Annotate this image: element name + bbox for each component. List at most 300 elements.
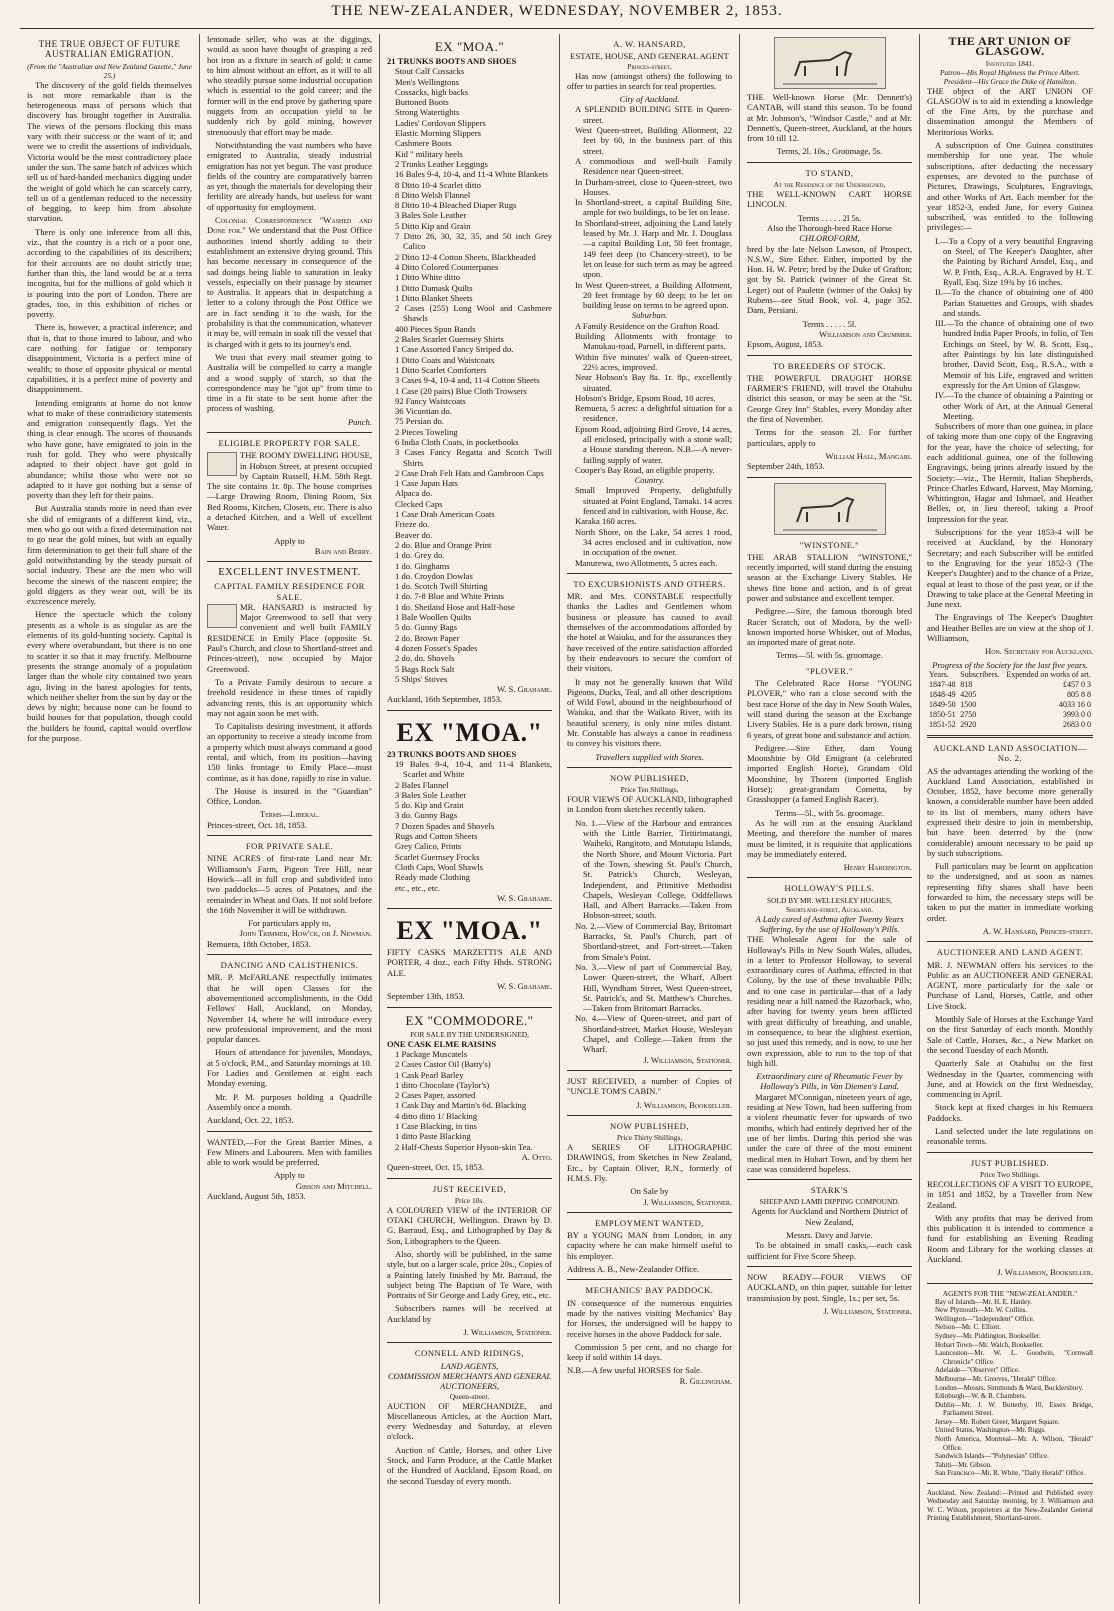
agent-item: Hobart Town—Mr. Walch, Bookseller. [935, 1340, 1044, 1349]
agent-item: Jersey—Mr. Robert Greer, Margaret Square. [935, 1417, 1060, 1426]
list-item: 1 do. Ginghams [395, 560, 450, 571]
article-paragraph: Notwithstanding the vast numbers who have emigrated to Australia, steady industrial emigration has not yet begun. The vast produce fields of the country are comparatively barren as yet, though the materials for developing their fertility are already hands, but useless for want of opportunity for employment. [207, 139, 372, 212]
divider [567, 767, 732, 768]
list-item: 2 Half-Chests Superior Hyson-skin Tea. [395, 1141, 533, 1152]
ad-body: Subscribers of more than one guinea, in place of taking more than one copy of the Engraving for the year, have the choice of selecting, for each additional guinea, one of the following Engravings, being prints already issued by the Society:—viz., The Hermit, Italian Shepherds, Prince Charles Edward, Harvest, May Morning, Whittington, Hagar and Ishmael, and Heather Belles, or, in lieu thereof, taking a Proof Impression for the year. [927, 421, 1093, 524]
section-title: Country. [634, 475, 665, 486]
list-item: 2 Trunks Leather Leggings [395, 158, 488, 169]
ad-body: Subscribers names will be received at Auckland by [387, 1303, 552, 1324]
ad-body: Commission 5 per cent, and no charge for keep if sold within 14 days. [567, 1341, 732, 1363]
article-paragraph: We understand that the Post Office authorities intend shortly adding to their establishment an extensive drying ground. This has become necessary in consequence of the sad doings being liable to saturation in leaky vessels, especially on their passage by steamer to Australia. It appears that in despatching a letter to a colony through the Post Office we are in fact sending it to the wash, for the probability is that the communication, whatever it may be, will remain in soak till the vessel that is charged with it gets to its journey's end. [207, 225, 373, 349]
divider [387, 1342, 552, 1343]
list-item: 1 Case Blacking, in tins [395, 1121, 477, 1132]
ad-body: Subscriptions for the year 1853-4 will be received at Auckland, by the Honorary Secretary; and each Subscriber will be entitled to the Engraving for the year 1852-3 (The Keeper's Daughter) and to the chance of a Prize, equal at least to those of the past year, or if the Drawing to take place at the General Meeting in June next. [927, 527, 1093, 610]
agent-item: Nelson—Mr. C. Elliott. [935, 1323, 1001, 1332]
ad-body: MR. HANSARD is instructed by Major Greenwood to sell that very convenient and well built FAMILY RESIDENCE in Emily Place (opposite St. Paul's Church, and close to Shortland-street and Princes-street), now occupied by Major Greenwood. [207, 601, 372, 674]
list-item: 2 do. Blue and Orange Print [395, 539, 492, 550]
list-item: 1 ditto Chocolate (Taylor's) [395, 1079, 490, 1090]
ad-title: JUST PUBLISHED. [970, 1157, 1050, 1168]
ad-subtitle: SOLD BY MR. WELLESLEY HUGHES, [767, 895, 892, 905]
list-item: 1 Cask Day and Martin's 6d. Blacking [395, 1100, 527, 1111]
ad-apply: For particulars apply to, [248, 918, 331, 929]
list-item: North Shore, on the Lake, 54 acres 1 rood, 34 acres enclosed and in cultivation, now in occupation of the owner. [575, 526, 732, 558]
ad-subtitle: A Lady cured of Asthma after Twenty Years Suffering, by the use of Holloway's Pills. [755, 913, 904, 934]
ad-body: THE object of the ART UNION OF GLASGOW is to aid in extending a knowledge of the Fine Arts, by the purchase and dissemination amongst the Members of Meritorious Works. [927, 85, 1093, 137]
table-row [927, 720, 1093, 730]
ad-signature: A. Otto. [521, 1151, 552, 1162]
list-item: Elastic Morning Slippers [395, 128, 481, 139]
ad-body: BY a YOUNG MAN from London, in any capacity where he can make himself useful to his employer. [567, 1230, 732, 1261]
divider [747, 355, 912, 356]
table-header-row [927, 670, 1093, 680]
progress-table [927, 670, 1093, 730]
list-item: 1 Ditto Damask Quilts [395, 282, 473, 293]
ad-subtitle: FOR SALE BY THE UNDERSIGNED, [410, 1029, 529, 1039]
article-paragraph: We trust that every mail steamer going to Australia will be compelled to carry a mangle and a wood supply of starch, so that the correspondence may be "got up" from time to time in a fit state to be sent home after the process of washing. [207, 351, 372, 414]
list-item: 5 do. Kip and Grain [395, 800, 464, 811]
list-item: 1 Case Assorted Fancy Striped do. [395, 344, 514, 355]
column-5 [740, 34, 920, 1604]
list-item: Grey Calico, Prints [395, 841, 462, 852]
ad-body: bred by the late Nelson Lawson, of Prospect, N.S.W., Sire Ether. Either, imported by the Hon. H. W. Petre; bred by the Duke of Grafton; got by St. Patrick (winner of the Great St. Leger) out of Paulette (winner of the Oaks) by Rubens—see Stud Book, vol. 4, page 352. Dam, Persiani. [747, 243, 912, 316]
ad-address: Address A. B., New-Zealander Office. [567, 1264, 700, 1275]
ad-terms: Terms—5l. with 5s. groomage. [776, 650, 883, 661]
table-cell: 1850-51 [929, 709, 956, 719]
ad-title: STARK'S [810, 1185, 849, 1196]
list-item: II.—To the chance of obtaining one of 400 Parian Statuettes and Groups, with shades and stands. [935, 287, 1093, 318]
list-item: In Durham-street, close to Queen-street, two Houses. [575, 176, 732, 197]
ad-terms: Terms . . . . . 5l. [802, 318, 857, 329]
list-item: III.—To the chance of obtaining one of two hundred India Paper Proofs, in folio, of Ten Etchings on Steel, by W. B. Scott, Esq., after Paintings by his late distinguished brother, David Scott, Esq., R.S.A., with a Memoir of his Life, engraved and written expressly for the Art Union of Glasgow. [935, 318, 1093, 390]
list-item: Ladies' Cordovan Slippers [395, 117, 486, 128]
table-cell: 2920 [960, 719, 977, 729]
article-paragraph: Intending emigrants at home do not know what to make of these contradictory statements and emigration consequently flags. Yet the thing is clear enough. The scores of thousands who have gone, have emigrated to join in the rush for gold. They who were physically adapted to their object have got gold in abundance; whilst those who were not so adapted to it have got nothing but a sense of poverty than they left for their pains. [27, 397, 192, 501]
ad-signature: Henry Hardington. [843, 862, 912, 873]
ad-subtitle: CHLOROFORM, [799, 233, 860, 244]
list-item: Cossacks, high backs [395, 86, 469, 97]
list-item: No. 4.—View of Queen-street, and part of Shortland-street, Market House, Wesleyan Chapel, and College.—Taken from the Wharf. [575, 1013, 732, 1055]
ad-title: DANCING AND CALISTHENICS. [220, 960, 359, 971]
divider [387, 908, 552, 909]
ad-body: Hours of attendance for juveniles, Mondays, at 5 o'clock, P.M., and Saturday mornings at 10. For Ladies and Gentlemen at eight each Monday evening. [207, 1047, 372, 1089]
ad-body: THE Well-known Horse (Mr. Dennett's) CANTAB, will stand this season. To be found at Mr. Johnson's, "Windsor Castle," and at Mr. Dennett's, Queen-street, Auckland, at the hours from 10 till 12. [747, 92, 912, 144]
list-item: West Queen-street, Building Allotment, 22 feet by 60, in the business part of this street. [575, 125, 732, 156]
list-item: Small Improved Property, delightfully situated at Point England, Tamaki. 14 acres fenced and in cultivation, with House, &c. [575, 485, 732, 517]
list-item: 7 Dozen Spades and Shovels [395, 820, 495, 831]
ad-body: As he will run at the ensuing Auckland Meeting, and therefore the number of mares must be limited, it is requisite that applications may be immediately entered. [747, 817, 912, 859]
ad-body: MR. J. NEWMAN offers his services to the Public as an AUCTIONEER AND GENERAL AGENT, more particularly for the sale or Purchase of Land, Horses, Cattle, and other Live Stock. [927, 959, 1093, 1011]
list-item: In Shortland-street, a capital Building Site, ample for two buildings, to be let on lease. [575, 197, 732, 218]
list-item: Clecked Caps [395, 498, 443, 509]
ad-subtitle: Instituted 1841. [985, 58, 1035, 68]
ad-body: MR. P. McFARLANE respectfully intimates that he will open Classes for the abovementioned accomplishments, in the Odd Fellows' Hall, Auckland, on Monday, November 14, where he will introduce every new professional improvement, and the most popular dances. [207, 972, 372, 1045]
house-icon [207, 604, 237, 628]
article-paragraph: Hence the spectacle which the colony presents as a whole is as singular as are the elements of its gold-hunting society. Capital is every where overabundant, but there is no one to scatter it so that it may fructify. Melbourne presents the strange anomaly of a population larger than the whole city contained two years ago, living in the barest apologies for tents, which neither shelter from the sun by day or the dews by night; because none can be found to build houses for that population, though could the builders be found, capital would overflow for the purpose. [27, 609, 192, 743]
ad-body: RECOLLECTIONS OF A VISIT TO EUROPE, in 1851 and 1852, by a Traveller from New Zealand. [927, 1178, 1093, 1210]
item-list [567, 485, 732, 567]
ad-date: September 24th, 1853. [747, 461, 825, 472]
ad-signature: J. Williamson, Bookseller. [997, 1267, 1093, 1278]
ad-body: To Capitalists desiring investment, it affords an opportunity to receive a steady income from a property which must always command a good rental, and which, from its position—having 150 links frontage to Emily Place—must continue, as it has done, rapidly to rise in value. [207, 721, 372, 783]
ad-terms: Terms—5l., with 5s. groomage. [775, 807, 884, 818]
ad-body: THE ROOMY DWELLING HOUSE, in Hobson Street, at present occupied by Captain Russell, H.M. 58th Regt. The site contains 1r. 8p. The house comprises—Large Drawing Room, Dining Room, Six Bed Rooms, Kitchen, Closets, etc. There is also a detached Kitchen, and a Well of excellent Water. [207, 450, 372, 533]
colonial-title: Colonial Correspondence "Washed and Done for." [207, 215, 372, 236]
ad-apply: Apply to [274, 535, 305, 546]
list-item: 1 do. 7-8 Blue and White Prints [395, 591, 504, 602]
table-cell: 1848-49 [929, 689, 956, 699]
list-item: Rugs and Cotton Sheets [395, 831, 478, 842]
list-item: 8 Ditto Welsh Flannel [395, 189, 471, 200]
ad-body: Also, shortly will be published, in the same style, but on a larger scale, price 20s., Copies of a Painting lately finished by Mr. Barraud, the subject being The Baptism of Te Ware, with Portraits of Sir George and Lady Grey, etc., etc. [387, 1248, 552, 1301]
section-title: Suburban. [631, 310, 668, 321]
ad-body: THE WELL-KNOWN CART HORSE LINCOLN. [747, 189, 912, 210]
ad-subtitle: LAND AGENTS, [440, 1360, 499, 1371]
ad-body: AS the advantages attending the working of the Auckland Land Association, established in October, 1852, have become more generally known, a considerable number have been added to its list of members, many others have expressed their desire to join in membership, but have been deterred by the (now considerable) amount necessary to be paid up by such subscriptions. [927, 765, 1093, 858]
list-item: 5 Ditto Kip and Grain [395, 220, 471, 231]
ad-body: The Engravings of The Keeper's Daughter and Heather Belles are on view at the shop of J. Williamson, [927, 612, 1093, 644]
list-item: 1 Case Drab American Coats [395, 509, 495, 520]
list-item: 7 Ditto 26, 30, 32, 35, and 50 inch Grey Calico [395, 231, 552, 252]
list-item: Men's Wellingtons [395, 76, 459, 87]
divider [207, 432, 372, 433]
ad-title: FOR PRIVATE SALE. [245, 841, 334, 852]
ad-body: To a Private Family desirous to secure a freehold residence in these times of rapidly advancing rents, this is an opportunity which may not again soon be met with. [207, 676, 372, 718]
list-item: 2 Ditto 12-4 Cotton Sheets, Blackheaded [395, 251, 536, 262]
table-cell: 1849-50 [929, 699, 956, 709]
ad-body: Auction of Cattle, Horses, and other Live Stock, and Farm Produce, at the Cattle Market of the Hundred of Auckland, Epsom Road, on the second Tuesday of every month. [387, 1444, 552, 1486]
ad-body: A subscription of One Guinea constitutes membership for one year. The whole subscriptions, after deducting the necessary expenses, are devoted to the purchase of Pictures, Drawings, Sculptures, Engravings, and other Works of Art. Each member for the year 1852-3, ended June, for every Guinea subscribed, was entitled to the following privileges:— [927, 140, 1093, 233]
list-item: 2 Cases Castor Oil (Batty's) [395, 1059, 491, 1070]
divider [927, 1152, 1093, 1153]
list-item: In Shortland-street, adjoining the Land lately leased by Mr. J. Harp and Mr. J. Douglass—a capital Building Lot, 50 feet frontage, 149 feet deep (to Chancery-street), to be let on lease for such term as may be agreed upon. [575, 217, 732, 280]
ad-title: A. W. HANSARD, [613, 39, 686, 49]
ad-title: MECHANICS' BAY PADDOCK. [585, 1285, 714, 1296]
ad-signature: John Trimmer, How'ck, or J. Newman. [239, 928, 372, 939]
ad-title: EX "MOA." [434, 39, 505, 54]
list-item: 5 Bags Rock Salt [395, 663, 455, 674]
ad-body: IN consequence of the numerous enquiries made by the natives visiting Mechanics' Bay for Horses, the undersigned will be happy to receive horses in the above Paddock for sale. [567, 1297, 732, 1339]
list-item: Epsom Road, adjoining Bird Grove, 14 acres, all enclosed, principally with a stone wall; a House standing thereon. N.B.—A never-failing supply of water. [575, 423, 732, 465]
list-item: 92 Fancy Waistcoats [395, 395, 466, 406]
list-item: 6 India Cloth Coats, in pocketbooks [395, 436, 519, 447]
ad-body: Land selected under the late regulations on reasonable terms. [927, 1126, 1093, 1147]
ad-title: NOW PUBLISHED, [610, 772, 689, 783]
ad-title: AUCTIONEER AND LAND AGENT. [936, 947, 1084, 958]
masthead: THE NEW-ZEALANDER, WEDNESDAY, NOVEMBER 2, 1853. [331, 3, 783, 19]
ad-body: Margaret M'Connigan, nineteen years of age, residing at New Town, had been suffering from a violent rheumatic fever for upwards of two months, which had entirely deprived her of the use of her limbs. During this period she was under the care of three of the most eminent medical men in Hobart Town, and by them her case was considered hopeless. [747, 1091, 912, 1174]
list-item: 2 Bales Flannel [395, 779, 449, 790]
ad-subtitle: ESTATE, HOUSE, AND GENERAL AGENT [570, 51, 729, 62]
ad-terms: Terms . . . . . 2l 5s. [797, 212, 862, 223]
ad-signature: J. Williamson, Stationer. [823, 1305, 912, 1316]
ad-price: Price 10s. [454, 1195, 485, 1205]
list-item: 2 do. Brown Paper [395, 632, 460, 643]
ad-body: THE Wholesale Agent for the sale of Holloway's Pills in New South Wales, alludes, in a letter to Professor Holloway, to several extraordinary cures of Asthma, effected in that Colony, by the use of these invaluable Pills; and to one case in particular—that of a lady residing near a hill named the Razorback, who, after having for twenty years been afflicted with great difficulty of breathing, and unable, in consequence, to bear the slightest exertion, so just used this remedy, and is now, to use her own expression, able to run to the top of that high hill. [747, 934, 912, 1068]
ad-body: MR. and Mrs. CONSTABLE respectfully thanks the Ladies and Gentlemen whom business or pleasure has caused to avail themselves of the accommodations afforded by the hotel at Waiuku, and for the assurances they have received of the entire satisfaction afforded by their endeavours to secure the comfort of their visitors. [567, 591, 732, 674]
list-item: 1 do. Croydon Dowlas [395, 570, 473, 581]
ad-title: EX "MOA." [396, 916, 543, 946]
ad-body: It may not be generally known that Wild Pigeons, Ducks, Teal, and all other descriptions of Wild Fowl, abound in the neighbourhood of Waiuku, and that the Waikato River, with its beautiful scenery, is only nine miles distant. Mr. Constable has always a canoe in readiness to convey his visitors there. [567, 676, 732, 749]
ad-title: TO EXCURSIONISTS AND OTHERS. [573, 578, 726, 589]
ad-terms: Terms—Liberal. [259, 809, 320, 820]
ad-subtitle: Shortland-street, Auckland. [785, 904, 874, 914]
ad-body: THE ARAB STALLION "WINSTONE," recently imported, will stand during the ensuing season at the Exchange Livery Stables. He shews fine bone and action, and is of great power and substance and excellent temper. [747, 551, 912, 603]
list-item: Beaver do. [395, 529, 433, 540]
divider [207, 1131, 372, 1132]
list-item: A SPLENDID BUILDING SITE in Queen-street. [575, 104, 732, 125]
ad-terms: Terms, 2l. 10s.; Groomage, 5s. [776, 146, 883, 157]
article-paragraph: But Australia stands more in need than ever she did of emigrants of a different kind, viz., men who go out with a fixed determination not to go near the gold mines, but with an equally firm determination to get their full share of the gold notwithstanding by the steady pursuit of social industry. These are the men who will become the sinews of the nascent empire; the gold diggers as they wear out, will be its excrescence merely. [27, 503, 192, 607]
ad-subtitle: Patron—His Royal Highness the Prince Albert. [940, 67, 1080, 77]
ad-date: September 13th, 1853. [387, 991, 465, 1002]
table-cell: 1500 [960, 699, 977, 709]
ad-price: Price Thirty Shillings, [616, 1133, 683, 1143]
list-item: A commodious and well-built Family Residence near Queen-street. [575, 155, 732, 177]
divider [927, 1283, 1093, 1284]
table-row [927, 710, 1093, 720]
ad-agents: Messrs. Davy and Jarvie. [786, 1230, 873, 1241]
divider [927, 1483, 1093, 1484]
ad-title: TO STAND, [805, 167, 854, 178]
ad-date: Epsom, August, 1853. [747, 339, 824, 350]
ad-signature: W. S. Grahame. [496, 981, 552, 992]
ad-subtitle: SHEEP AND LAMB DIPPING COMPOUND. [759, 1197, 900, 1207]
list-item: 5 Ships' Stoves [395, 673, 448, 684]
list-item: Scarlet Guernsey Frocks [395, 851, 480, 862]
ad-body: A SERIES OF LITHOGRAPHIC DRAWINGS, from Sketches in New Zealand, Etc., by Captain Oliver, R.N., formerly of H.M.S. Fly. [567, 1142, 732, 1183]
item-list [387, 1049, 552, 1152]
list-item: 2 Cases Paper, assorted [395, 1090, 476, 1101]
list-item: 1 Cask Pearl Barley [395, 1069, 464, 1080]
divider [747, 877, 912, 878]
ad-signature: A. W. Hansard, Princes-street. [982, 925, 1093, 936]
ad-title: EX "MOA." [396, 717, 543, 747]
agent-item: Dublin—Mr. J. W. Butterby, 10, Essex Bridge, Parliament Street. [935, 1400, 1093, 1418]
list-item: Building Allotments with frontage to Manukau-road, Parnell, in different parts. [575, 331, 732, 352]
ad-apply: On Sale by [630, 1186, 669, 1197]
ad-note: N.B.—A few useful HORSES for Sale. [567, 1365, 703, 1376]
table-row [927, 690, 1093, 700]
agent-item: Sandwich Islands—"Polynesian" Office. [935, 1452, 1049, 1461]
ad-body: Quarterly Sale at Otahuhu on the first Wednesday in the Quarter, commencing with June, and at Howick on the first Wednesday, commencing in April. [927, 1058, 1093, 1100]
agents-title: AGENTS FOR THE "NEW-ZEALANDER." [942, 1288, 1078, 1298]
agent-item: Sydney—Mr. Piddington, Bookseller. [935, 1331, 1041, 1340]
agent-item: San Francisco—Mr. R. White, "Daily Herald" Office. [935, 1469, 1086, 1478]
ad-title: NOW PUBLISHED, [610, 1120, 689, 1131]
list-item: Ready made Clothing [395, 872, 470, 883]
table-title: Progress of the Society for the last five years. [932, 659, 1088, 670]
list-item: 36 Vicuntian do. [395, 406, 452, 417]
item-list [387, 759, 552, 893]
table-cell: 3993 0 0 [1063, 709, 1091, 719]
ad-body: WANTED,—For the Great Barrier Mines, a Few Miners and Labourers. Men with families able to work would be preferred. [207, 1136, 372, 1168]
ad-subtitle: President—His Grace the Duke of Hamilton. [943, 76, 1077, 86]
list-item: 1 ditto Paste Blacking [395, 1131, 471, 1142]
column-2 [200, 34, 380, 1604]
agent-item: London—Messrs. Simmonds & Ward, Bucklersbury. [935, 1383, 1084, 1392]
article-paragraph: The discovery of the gold fields themselves is not more remarkable than is the heterogeneous mass of persons which that discovery has brought together in Australia. The views of the persons flocking this mass vary with their success or the want of it; and were we to credit the assertions of individuals, Victoria would be the most contradictory place under the sun. The same batch of advices which tell us of hard-handed mechanics digging under the weight of gold which he can scarcely carry, tell us of a gentleman reduced to the necessity of begging, to keep him from absolute starvation. [27, 79, 192, 224]
ad-title: TO BREEDERS OF STOCK. [772, 360, 887, 371]
table-cell: 818 [960, 679, 973, 689]
table-cell: 1851-52 [929, 719, 956, 729]
horse-engraving-icon [774, 483, 886, 535]
list-item: 8 Ditto 10-4 Scarlet ditto [395, 179, 481, 190]
ad-body: Stock kept at fixed charges in his Remuera Paddocks. [927, 1102, 1093, 1123]
list-item: 19 Bales 9-4, 10-4, and 11-4 Blankets, Scarlet and White [395, 759, 552, 780]
divider [567, 1070, 732, 1071]
agents-list [927, 1298, 1093, 1478]
list-item: 4 ditto ditto 1/ Blacking [395, 1110, 478, 1121]
ad-signature: J. Williamson, Stationer. [643, 1054, 732, 1065]
ad-signature: Williamson and Crummer. [819, 328, 912, 339]
divider [387, 1007, 552, 1008]
list-item: 1 Case (20 pairs) Blue Cloth Trowsers [395, 385, 527, 396]
divider [747, 477, 912, 478]
ad-subtitle: CAPITAL FAMILY RESIDENCE FOR SALE. [214, 581, 365, 602]
item-list [567, 818, 732, 1055]
list-item: 3 do. Gunny Bags [395, 810, 458, 821]
ad-body: THE POWERFUL DRAUGHT HORSE FARMER'S FRIEND, will travel the Otahuhu district this season, or may be seen at the "St. George Grey Inn" Stables, every Monday after the first of November. [747, 372, 912, 425]
ad-intro: ONE CASK ELME RAISINS [387, 1038, 497, 1049]
list-item: 1 Ditto White ditto [395, 272, 461, 283]
list-item: IV.—To the chance of obtaining a Painting or other Work of Art, at the Annual General Meeting. [935, 390, 1093, 421]
list-item: In West Queen-street, a Building Allotment, 20 feet frontage by 60 deep; to be let on building lease on terms to be agreed upon. [575, 279, 732, 311]
column-3 [380, 34, 560, 1604]
ad-price: Price Ten Shillings, [620, 785, 679, 795]
article-paragraph: There is only one inference from all this, viz., that the country is a rich or a poor one, according to the capabilities of its describers; for their accounts are no doubt strictly true; further than this, the land would be at a terra incognita, but for the millions of gold which it is pouring into the port of London. There are grades, too, in this exhibition of riches or poverty. [27, 226, 192, 320]
table-header: Expended on works of art. [1006, 669, 1091, 679]
list-item: etc., etc., etc. [395, 882, 441, 893]
divider [927, 941, 1093, 942]
list-item: Cloth Caps, Wool Shawls [395, 861, 483, 872]
ad-signature: William Hall, Mangari. [825, 450, 912, 461]
ad-body: Has now (amongst others) the following to offer to parties in search for real properties. [567, 70, 732, 91]
item-list [927, 236, 1093, 421]
list-item: 4 Ditto Colored Counterpanes [395, 261, 499, 272]
divider [747, 1266, 912, 1267]
list-item: Cooper's Bay Road, an eligible property. [575, 464, 715, 475]
ad-title: EX "COMMODORE." [405, 1012, 534, 1028]
list-item: Near Hobson's Bay 8a. 1r. 8p., excellently situated. [575, 372, 732, 393]
list-item: 1 Package Muscatels [395, 1048, 468, 1059]
list-item: 2 Bales Scarlet Guernsey Shirts [395, 334, 504, 345]
ad-body: Pedigree.—Sire, the famous thorough bred Racer Scratch, out of Modora, by the well-known imported horse Whisker, out of Modus, an imported mare of great note. [747, 606, 912, 648]
ad-subtitle: Queen-street. [449, 1391, 490, 1401]
ad-intro: 23 TRUNKS BOOTS AND SHOES [387, 748, 517, 759]
list-item: 75 Persian do. [395, 416, 444, 427]
ad-body: To be obtained in small casks,—each cask sufficient for Five Score Sheep. [747, 1240, 912, 1261]
divider [927, 735, 1093, 738]
agent-item: Bay of Islands—Mr. H. E. Hanley. [935, 1297, 1032, 1306]
ad-body: The Celebrated Race Horse "YOUNG PLOVER," who ran a close second with the best race Horse of the day in New South Wales, will stand during the season at the Exchange Livery Stables. He is a pure dark brown, rising 6 years, of great bone and substance and action. [747, 678, 912, 740]
divider [567, 1212, 732, 1213]
ad-date: Princes-street, Oct. 18, 1853. [207, 819, 307, 830]
list-item: 2 Cases (255) Long Wool and Cashmere Shawls [395, 303, 552, 324]
table-cell: 4033 16 0 [1059, 699, 1091, 709]
list-item: 16 Bales 9-4, 10-4, and 11-4 White Blankets [395, 169, 548, 180]
item-list [567, 104, 732, 310]
table-cell: 805 8 8 [1067, 689, 1091, 699]
list-item: 3 Bales Sole Leather [395, 789, 467, 800]
article-source: (From the "Australian and New Zealand Gazette," June 25.) [27, 61, 192, 80]
ad-signature: J. Williamson, Bookseller. [636, 1099, 732, 1110]
table-cell: £457 0 3 [1063, 679, 1091, 689]
agent-item: North America, Montreal—Mr. A. Wilson, "Herald" Office. [935, 1435, 1093, 1452]
agent-item: Wellington—"Independent" Office. [935, 1314, 1035, 1323]
ad-body: The House is insured in the "Guardian" Office, London. [207, 785, 372, 807]
house-icon [207, 452, 237, 476]
list-item: Within five minutes' walk of Queen-street, 22½ acres, improved. [575, 351, 732, 372]
ad-body: FIFTY CASKS MARZETTI'S ALE AND PORTER, 4 doz., each Fifty Hhds. STRONG ALE. [387, 947, 552, 978]
punch-credit: Punch. [347, 416, 372, 427]
list-item: 1 Ditto Blanket Sheets [395, 292, 473, 303]
table-row [927, 680, 1093, 690]
list-item: 1 Bale Woollen Quilts [395, 612, 472, 623]
ad-price: Price Two Shillings. [980, 1169, 1040, 1179]
list-item: 2 do. do. Shovels [395, 653, 455, 664]
divider [567, 1279, 732, 1280]
list-item: 1 Ditto Scarlet Comforters [395, 364, 487, 375]
list-item: Buttoned Boots [395, 97, 449, 108]
list-item: 3 Bales Sole Leather [395, 210, 467, 221]
article-paragraph: There is, however, a practical inference; and that is, that to those inured to labour, and who care nothing for fatigue or temporary disappointment, Victoria is a perfect mine of wealth; to those of opposite physical or mental capabilities, it is a perfect mine of poverty and disappointment. [27, 322, 192, 395]
ad-date: Queen-street, Oct. 15, 1853. [387, 1162, 485, 1173]
divider [567, 573, 732, 574]
ad-signature: J. Williamson, Stationer. [643, 1196, 732, 1207]
list-item: 2 Pieces Toweling [395, 426, 458, 437]
ad-title: AUCKLAND LAND ASSOCIATION—No. 2. [933, 742, 1087, 764]
ad-note: Travellers supplied with Stores. [595, 751, 704, 762]
ad-subtitle: Princes-street, [627, 61, 672, 71]
list-item: 400 Pieces Spun Bands [395, 323, 476, 334]
list-item: Manurewa, two Allotments, 5 acres each. [575, 557, 718, 568]
ad-subtitle: Extraordinary cure of Rheumatic Fever by Holloway's Pills, in Van Diemen's Land. [756, 1071, 903, 1092]
list-item: 4 dozen Fosset's Spades [395, 642, 478, 653]
ad-body: FOUR VIEWS OF AUCKLAND, lithographed in London from sketches recently taken. [567, 794, 732, 815]
ad-signature: W. S. Grahame. [496, 892, 552, 903]
ad-body: Full particulars may be learnt on application to the undersigned, and as soon as names representing fifty shares shall have been forwarded to him, the necessary steps will be taken to put the matter in immediate working order. [927, 861, 1093, 923]
agent-item: Launceston—Mr. W. L. Goodwin, "Cornwall Chronicle" Office. [935, 1349, 1093, 1366]
list-item: Hobson's Bridge, Epsom Road, 10 acres. [575, 392, 716, 403]
divider [387, 1178, 552, 1179]
list-item: Alpaca do. [395, 488, 433, 499]
ad-title: EXCELLENT INVESTMENT. [218, 567, 361, 579]
table-cell: 4205 [960, 689, 977, 699]
ad-body: Monthly Sale of Horses at the Exchange Yard on the first Saturday of each month. Monthly Sale of Cattle, Horses, &c., a New Market on the second Tuesday of each Month. [927, 1014, 1093, 1055]
ad-title: JUST RECEIVED, a number of Copies of "UNCLE TOM'S CABIN." [567, 1075, 732, 1097]
table-header: Years. [929, 669, 949, 679]
list-item: I.—To a Copy of a very beautiful Engraving on Steel, of The Keeper's Daughter, after the Painting by Richard Ansdel, Esq., and W. P. Frith, Esq., A.R.A. Engraved by H. T. Ryall, Esq. Size 19¾ by 16 inches. [935, 235, 1093, 287]
list-item: 3 Cases 9-4, 10-4 and, 11-4 Cotton Sheets [395, 375, 540, 386]
ad-title: HOLLOWAY'S PILLS. [784, 883, 875, 894]
ad-signature: Hon. Secretary for Auckland. [985, 646, 1093, 657]
list-item: Karaka 160 acres. [575, 516, 637, 527]
column-4 [560, 34, 740, 1604]
ad-date: Auckland, Oct. 22, 1853. [207, 1115, 294, 1126]
item-list [567, 321, 732, 475]
list-item: A Family Residence on the Grafton Road. [575, 320, 720, 331]
list-item: 1 do. Grey do. [395, 550, 445, 561]
ad-body: With any profits that may be derived from this publication it is intended to commence a fund for establishing an Evening Reading Room and Library for the working classes at Auckland. [927, 1212, 1093, 1264]
divider [747, 162, 912, 163]
agent-item: Tahiti—Mr. Gibson. [935, 1460, 992, 1469]
ad-signature: W. S. Grahame. [496, 684, 552, 695]
divider [207, 835, 372, 836]
list-item: No. 1.—View of the Harbour and entrances with the Little Barrier, Tiritirimatangi, Waiheki, Rangitoto, and Motutapu Islands, the North Shore, and Mount Victoria. Part of the Town, shewing St. Paul's Church, St. Patrick's Church, Wesleyan, Independent, and Primitive Methodist Chapels, Wesleyan College, Oddfellows Hall, and Albert Barracks.—Taken from Hobson-street, south. [575, 817, 732, 921]
table-header: Subscribers. [960, 669, 1000, 679]
ad-title: CONNELL AND RIDINGS, [414, 1348, 525, 1359]
list-item: 5 do. Gunny Bags [395, 622, 458, 633]
